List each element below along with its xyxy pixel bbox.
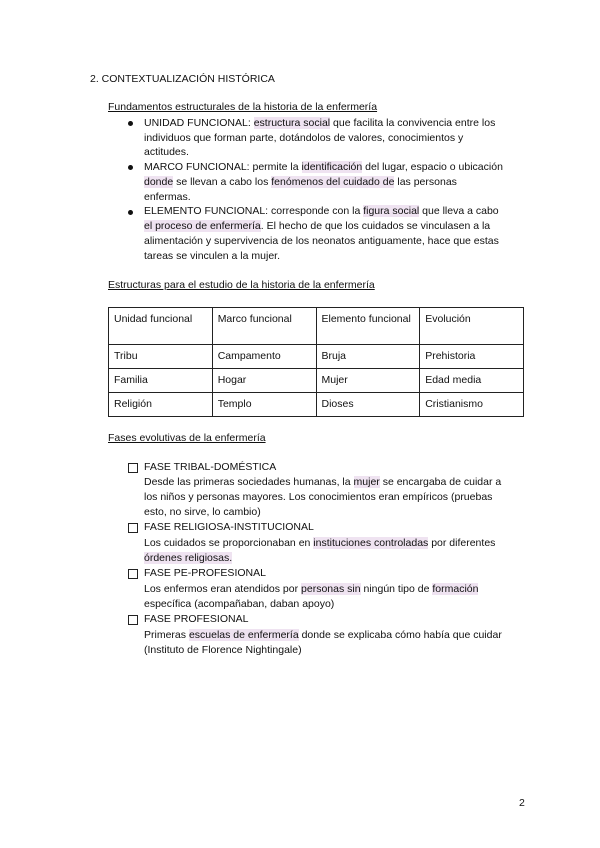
bullet-marco-line3: enfermas. — [144, 191, 191, 203]
fase-tribal-title: FASE TRIBAL-DOMÉSTICA — [144, 461, 277, 473]
table-row — [109, 345, 524, 369]
bullet-icon — [128, 210, 133, 215]
fase-profesional-checkbox[interactable] — [128, 615, 138, 625]
fase-preprofesional-line1: Los enfermos eran atendidos por personas sin ningún tipo de formación — [144, 583, 479, 595]
bullet-marco-line2: donde se llevan a cabo los fenómenos del cuidado de las personas — [144, 176, 457, 188]
bullet-icon — [128, 121, 133, 126]
bullet-elemento-line2: el proceso de enfermería. El hecho de que los cuidados se vinculasen a la — [144, 220, 491, 232]
table-header-cell: Marco funcional — [212, 308, 316, 345]
fase-preprofesional-line2: específica (acompañaban, daban apoyo) — [144, 598, 335, 610]
page-number: 2 — [519, 797, 525, 809]
fase-religiosa-title: FASE RELIGIOSA-INSTITUCIONAL — [144, 521, 314, 533]
table-header-cell: Unidad funcional — [109, 308, 213, 345]
fase-tribal-line3: esto, no sirve, lo cambio) — [144, 506, 261, 518]
table-cell: Templo — [212, 393, 316, 417]
table-header-cell: Evolución — [420, 308, 524, 345]
table-header-row — [109, 308, 524, 345]
fase-profesional-line2: (Instituto de Florence Nightingale) — [144, 644, 302, 656]
table-row — [109, 369, 524, 393]
table-cell: Mujer — [316, 369, 420, 393]
fase-preprofesional-title: FASE PE-PROFESIONAL — [144, 567, 266, 579]
table-cell: Religión — [109, 393, 213, 417]
bullet-marco-line1: MARCO FUNCIONAL: permite la identificación del lugar, espacio o ubicación — [144, 161, 503, 173]
fase-tribal-checkbox[interactable] — [128, 463, 138, 473]
bullet-unidad-line3: actitudes. — [144, 146, 189, 158]
fase-religiosa-line1: Los cuidados se proporcionaban en instituciones controladas por diferentes — [144, 537, 496, 549]
fundamentos-title: Fundamentos estructurales de la historia de la enfermería — [108, 101, 378, 113]
fase-religiosa-line2: órdenes religiosas. — [144, 552, 233, 564]
fase-tribal-line2: los niños y personas mayores. Los conocimientos eran empíricos (pruebas — [144, 491, 493, 503]
bullet-unidad-line1: UNIDAD FUNCIONAL: estructura social que facilita la convivencia entre los — [144, 117, 496, 129]
fase-profesional-line1: Primeras escuelas de enfermería donde se explicaba cómo había que cuidar — [144, 629, 502, 641]
estructuras-table — [108, 307, 524, 417]
fase-religiosa-checkbox[interactable] — [128, 523, 138, 533]
table-row — [109, 393, 524, 417]
table-cell: Familia — [109, 369, 213, 393]
table-header-cell: Elemento funcional — [316, 308, 420, 345]
bullet-unidad-line2: individuos que forman parte, dotándolos de valores, conocimientos y — [144, 132, 464, 144]
table-cell: Dioses — [316, 393, 420, 417]
table-cell: Cristianismo — [420, 393, 524, 417]
table-cell: Prehistoria — [420, 345, 524, 369]
fase-preprofesional-checkbox[interactable] — [128, 569, 138, 579]
table-cell: Edad media — [420, 369, 524, 393]
fases-title: Fases evolutivas de la enfermería — [108, 432, 266, 444]
bullet-icon — [128, 165, 133, 170]
table-cell: Tribu — [109, 345, 213, 369]
fase-tribal-line1: Desde las primeras sociedades humanas, la mujer se encargaba de cuidar a — [144, 476, 502, 488]
bullet-elemento-line3: alimentación y supervivencia de los neonatos antiguamente, hace que estas — [144, 235, 499, 247]
bullet-elemento-line1: ELEMENTO FUNCIONAL: corresponde con la figura social que lleva a cabo — [144, 205, 499, 217]
table-cell: Bruja — [316, 345, 420, 369]
table-cell: Campamento — [212, 345, 316, 369]
fase-profesional-title: FASE PROFESIONAL — [144, 613, 249, 625]
table-cell: Hogar — [212, 369, 316, 393]
section-heading: 2. CONTEXTUALIZACIÓN HISTÓRICA — [90, 73, 275, 85]
estructuras-title: Estructuras para el estudio de la historia de la enfermería — [108, 279, 375, 291]
bullet-elemento-line4: tareas se vinculen a la mujer. — [144, 250, 280, 262]
